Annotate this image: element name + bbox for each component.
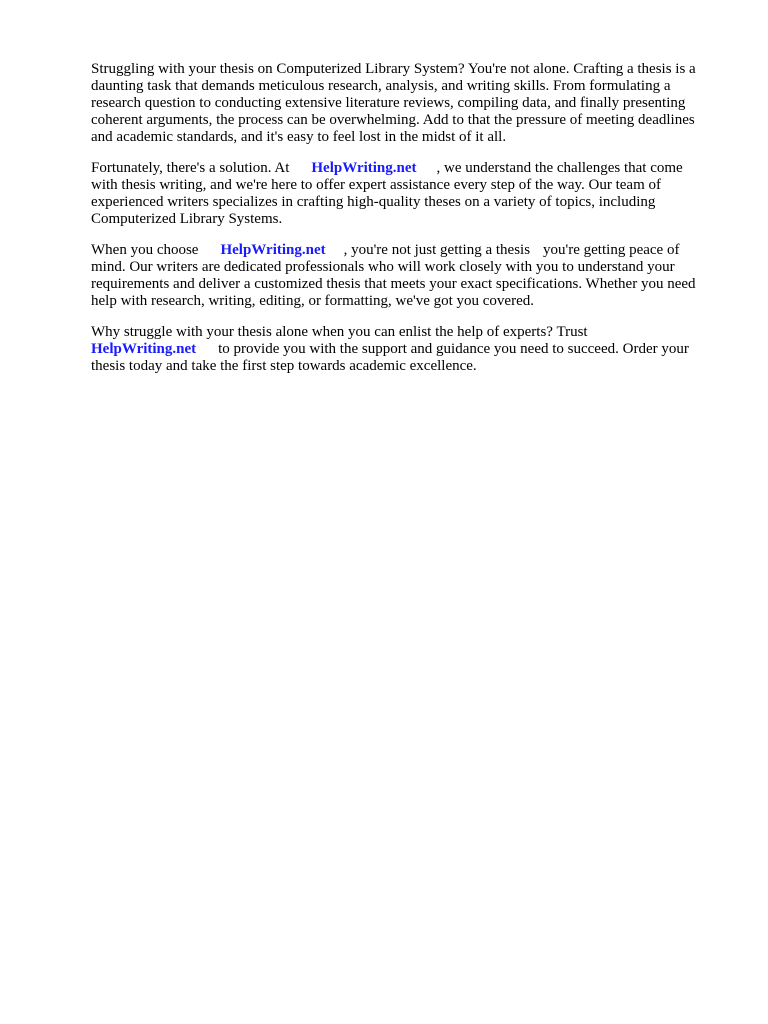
paragraph-choose: [91, 242, 731, 310]
text-segment: , we understand the challenges that come: [436, 160, 683, 176]
text-segment: you're getting peace of: [543, 242, 680, 258]
text-line: Why struggle with your thesis alone when you can enlist the help of experts? Trust: [91, 324, 588, 340]
text-line: and academic standards, and it's easy to feel lost in the midst of it all.: [91, 129, 507, 145]
text-line: experienced writers specializes in crafting high-quality theses on a variety of topics, including: [91, 194, 656, 210]
text-line: Struggling with your thesis on Computerized Library System? You're not alone. Crafting a thesis is a: [91, 61, 696, 77]
text-line: [91, 341, 731, 358]
document-page: [91, 61, 731, 389]
helpwriting-link[interactable]: HelpWriting.net: [220, 242, 326, 258]
text-line: daunting task that demands meticulous research, analysis, and writing skills. From formulating a: [91, 78, 671, 94]
text-line: mind. Our writers are dedicated professionals who will work closely with you to understand your: [91, 259, 675, 275]
paragraph-trust: [91, 324, 731, 375]
text-line: coherent arguments, the process can be overwhelming. Add to that the pressure of meeting deadlines: [91, 112, 695, 128]
helpwriting-link[interactable]: HelpWriting.net: [311, 160, 417, 176]
text-line: [91, 242, 731, 259]
text-line: research question to conducting extensive literature reviews, compiling data, and finally presenting: [91, 95, 686, 111]
text-line: [91, 160, 731, 177]
text-segment: , you're not just getting a thesis: [343, 242, 531, 258]
text-line: requirements and deliver a customized thesis that meets your exact specifications. Whether you need: [91, 276, 696, 292]
text-line: Computerized Library Systems.: [91, 211, 283, 227]
text-line: help with research, writing, editing, or formatting, we've got you covered.: [91, 293, 534, 309]
text-segment: Fortunately, there's a solution. At: [91, 160, 290, 176]
text-segment: When you choose: [91, 242, 199, 258]
paragraph-intro: [91, 61, 731, 146]
text-line: thesis today and take the first step towards academic excellence.: [91, 358, 477, 374]
helpwriting-link[interactable]: HelpWriting.net: [91, 341, 197, 357]
paragraph-solution: [91, 160, 731, 228]
text-segment: to provide you with the support and guidance you need to succeed. Order your: [218, 341, 689, 357]
text-line: with thesis writing, and we're here to offer expert assistance every step of the way. Our team of: [91, 177, 662, 193]
